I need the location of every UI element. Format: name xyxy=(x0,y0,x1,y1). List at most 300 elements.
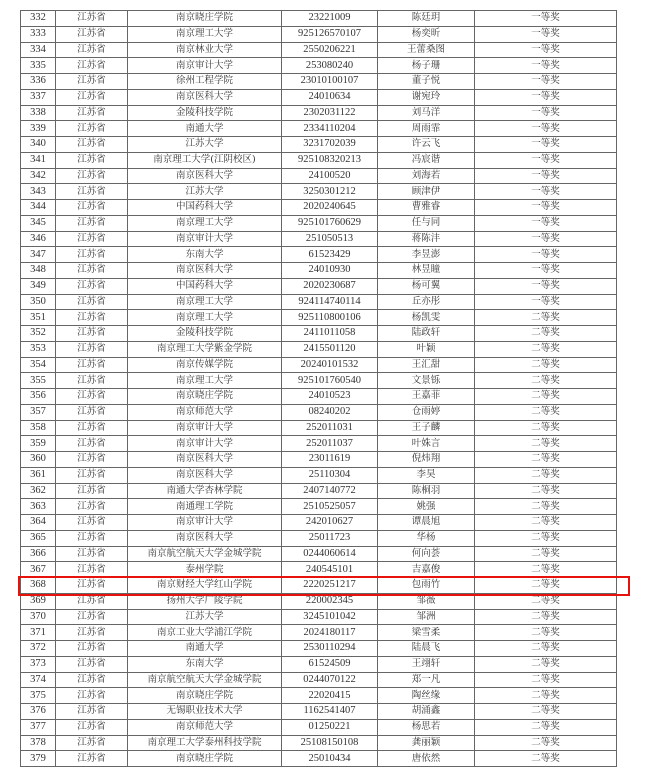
student-id-cell: 23010100107 xyxy=(282,74,378,90)
table-row xyxy=(21,231,617,247)
award-level-cell: 一等奖 xyxy=(475,215,617,231)
table-row xyxy=(21,641,617,657)
province-cell: 江苏省 xyxy=(56,420,128,436)
table-row xyxy=(21,341,617,357)
student-id-cell: 2510525057 xyxy=(282,499,378,515)
student-id-cell: 61523429 xyxy=(282,247,378,263)
school-cell: 南京医科大学 xyxy=(128,467,282,483)
school-cell: 无锡职业技术大学 xyxy=(128,704,282,720)
student-name-cell: 叶颖 xyxy=(378,341,475,357)
row-number-cell: 359 xyxy=(21,436,56,452)
student-id-cell: 925108320213 xyxy=(282,152,378,168)
school-cell: 南通大学 xyxy=(128,121,282,137)
award-level-cell: 二等奖 xyxy=(475,751,617,767)
table-row xyxy=(21,704,617,720)
student-name-cell: 陆政轩 xyxy=(378,326,475,342)
row-number-cell: 345 xyxy=(21,215,56,231)
row-number-cell: 379 xyxy=(21,751,56,767)
province-cell: 江苏省 xyxy=(56,294,128,310)
row-number-cell: 358 xyxy=(21,420,56,436)
school-cell: 扬州大学广陵学院 xyxy=(128,593,282,609)
student-id-cell: 240545101 xyxy=(282,562,378,578)
table-row xyxy=(21,58,617,74)
province-cell: 江苏省 xyxy=(56,89,128,105)
table-row xyxy=(21,609,617,625)
student-name-cell: 陈桐羽 xyxy=(378,483,475,499)
table-row xyxy=(21,515,617,531)
award-level-cell: 二等奖 xyxy=(475,404,617,420)
student-id-cell: 2407140772 xyxy=(282,483,378,499)
student-name-cell: 姚强 xyxy=(378,499,475,515)
award-level-cell: 一等奖 xyxy=(475,26,617,42)
student-name-cell: 杨可翼 xyxy=(378,278,475,294)
province-cell: 江苏省 xyxy=(56,704,128,720)
student-id-cell: 925110800106 xyxy=(282,310,378,326)
student-id-cell: 2550206221 xyxy=(282,42,378,58)
student-name-cell: 叶姝言 xyxy=(378,436,475,452)
student-id-cell: 252011037 xyxy=(282,436,378,452)
student-id-cell: 2020240645 xyxy=(282,200,378,216)
school-cell: 南通大学 xyxy=(128,641,282,657)
award-level-cell: 二等奖 xyxy=(475,641,617,657)
student-id-cell: 25010434 xyxy=(282,751,378,767)
row-number-cell: 357 xyxy=(21,404,56,420)
student-name-cell: 刘海若 xyxy=(378,168,475,184)
student-id-cell: 3231702039 xyxy=(282,137,378,153)
school-cell: 南京医科大学 xyxy=(128,530,282,546)
award-level-cell: 二等奖 xyxy=(475,436,617,452)
province-cell: 江苏省 xyxy=(56,74,128,90)
row-number-cell: 350 xyxy=(21,294,56,310)
school-cell: 南京理工大学(江阴校区) xyxy=(128,152,282,168)
school-cell: 南京医科大学 xyxy=(128,89,282,105)
table-row xyxy=(21,373,617,389)
award-level-cell: 一等奖 xyxy=(475,58,617,74)
province-cell: 江苏省 xyxy=(56,326,128,342)
school-cell: 南京理工大学 xyxy=(128,215,282,231)
row-number-cell: 335 xyxy=(21,58,56,74)
row-number-cell: 362 xyxy=(21,483,56,499)
table-row xyxy=(21,562,617,578)
school-cell: 南京航空航天大学金城学院 xyxy=(128,546,282,562)
table-row xyxy=(21,499,617,515)
award-level-cell: 二等奖 xyxy=(475,625,617,641)
school-cell: 南京医科大学 xyxy=(128,168,282,184)
school-cell: 中国药科大学 xyxy=(128,200,282,216)
award-level-cell: 二等奖 xyxy=(475,341,617,357)
row-number-cell: 338 xyxy=(21,105,56,121)
student-id-cell: 25108150108 xyxy=(282,735,378,751)
province-cell: 江苏省 xyxy=(56,735,128,751)
table-row xyxy=(21,389,617,405)
student-id-cell: 24100520 xyxy=(282,168,378,184)
province-cell: 江苏省 xyxy=(56,656,128,672)
student-id-cell: 2530110294 xyxy=(282,641,378,657)
province-cell: 江苏省 xyxy=(56,578,128,594)
table-row xyxy=(21,278,617,294)
row-number-cell: 371 xyxy=(21,625,56,641)
school-cell: 东南大学 xyxy=(128,656,282,672)
school-cell: 南京师范大学 xyxy=(128,404,282,420)
student-id-cell: 22020415 xyxy=(282,688,378,704)
row-number-cell: 366 xyxy=(21,546,56,562)
province-cell: 江苏省 xyxy=(56,11,128,27)
school-cell: 江苏大学 xyxy=(128,184,282,200)
row-number-cell: 353 xyxy=(21,341,56,357)
school-cell: 南京理工大学 xyxy=(128,26,282,42)
award-level-cell: 一等奖 xyxy=(475,278,617,294)
table-row xyxy=(21,11,617,27)
student-name-cell: 丘亦彤 xyxy=(378,294,475,310)
student-name-cell: 文景铄 xyxy=(378,373,475,389)
row-number-cell: 332 xyxy=(21,11,56,27)
school-cell: 南京理工大学 xyxy=(128,373,282,389)
table-row xyxy=(21,656,617,672)
table-row xyxy=(21,452,617,468)
school-cell: 南京航空航天大学金城学院 xyxy=(128,672,282,688)
row-number-cell: 378 xyxy=(21,735,56,751)
student-name-cell: 梁雪柔 xyxy=(378,625,475,641)
table-row xyxy=(21,294,617,310)
row-number-cell: 346 xyxy=(21,231,56,247)
school-cell: 泰州学院 xyxy=(128,562,282,578)
row-number-cell: 363 xyxy=(21,499,56,515)
row-number-cell: 351 xyxy=(21,310,56,326)
row-number-cell: 336 xyxy=(21,74,56,90)
school-cell: 南京理工大学 xyxy=(128,294,282,310)
school-cell: 南京工业大学浦江学院 xyxy=(128,625,282,641)
table-row xyxy=(21,751,617,767)
student-name-cell: 顾津伊 xyxy=(378,184,475,200)
row-number-cell: 343 xyxy=(21,184,56,200)
student-name-cell: 任与同 xyxy=(378,215,475,231)
student-id-cell: 242010627 xyxy=(282,515,378,531)
row-number-cell: 370 xyxy=(21,609,56,625)
school-cell: 南京理工大学泰州科技学院 xyxy=(128,735,282,751)
school-cell: 南京医科大学 xyxy=(128,263,282,279)
province-cell: 江苏省 xyxy=(56,263,128,279)
student-name-cell: 陶丝缘 xyxy=(378,688,475,704)
award-level-cell: 一等奖 xyxy=(475,247,617,263)
row-number-cell: 341 xyxy=(21,152,56,168)
award-level-cell: 二等奖 xyxy=(475,656,617,672)
table-row xyxy=(21,247,617,263)
table-row xyxy=(21,89,617,105)
award-level-cell: 一等奖 xyxy=(475,11,617,27)
province-cell: 江苏省 xyxy=(56,168,128,184)
student-id-cell: 01250221 xyxy=(282,719,378,735)
award-table xyxy=(20,10,617,767)
award-level-cell: 一等奖 xyxy=(475,231,617,247)
province-cell: 江苏省 xyxy=(56,231,128,247)
table-row xyxy=(21,436,617,452)
award-level-cell: 二等奖 xyxy=(475,326,617,342)
province-cell: 江苏省 xyxy=(56,483,128,499)
student-id-cell: 253080240 xyxy=(282,58,378,74)
award-level-cell: 二等奖 xyxy=(475,310,617,326)
school-cell: 江苏大学 xyxy=(128,137,282,153)
row-number-cell: 367 xyxy=(21,562,56,578)
student-name-cell: 周雨霏 xyxy=(378,121,475,137)
student-name-cell: 仓雨婷 xyxy=(378,404,475,420)
table-row xyxy=(21,735,617,751)
school-cell: 江苏大学 xyxy=(128,609,282,625)
school-cell: 南京财经大学红山学院 xyxy=(128,578,282,594)
award-level-cell: 二等奖 xyxy=(475,719,617,735)
province-cell: 江苏省 xyxy=(56,152,128,168)
award-level-cell: 一等奖 xyxy=(475,152,617,168)
student-name-cell: 邹薇 xyxy=(378,593,475,609)
school-cell: 南京传媒学院 xyxy=(128,357,282,373)
province-cell: 江苏省 xyxy=(56,357,128,373)
province-cell: 江苏省 xyxy=(56,530,128,546)
student-name-cell: 谢宛玲 xyxy=(378,89,475,105)
province-cell: 江苏省 xyxy=(56,389,128,405)
student-id-cell: 24010634 xyxy=(282,89,378,105)
table-row xyxy=(21,404,617,420)
school-cell: 南京审计大学 xyxy=(128,231,282,247)
row-number-cell: 354 xyxy=(21,357,56,373)
province-cell: 江苏省 xyxy=(56,499,128,515)
student-name-cell: 冯宸谐 xyxy=(378,152,475,168)
province-cell: 江苏省 xyxy=(56,247,128,263)
table-row xyxy=(21,357,617,373)
student-name-cell: 李昱澎 xyxy=(378,247,475,263)
row-number-cell: 340 xyxy=(21,137,56,153)
award-level-cell: 一等奖 xyxy=(475,105,617,121)
row-number-cell: 364 xyxy=(21,515,56,531)
student-id-cell: 925126570107 xyxy=(282,26,378,42)
table-row xyxy=(21,420,617,436)
row-number-cell: 342 xyxy=(21,168,56,184)
award-level-cell: 二等奖 xyxy=(475,499,617,515)
province-cell: 江苏省 xyxy=(56,404,128,420)
student-id-cell: 220002345 xyxy=(282,593,378,609)
student-name-cell: 陆晨飞 xyxy=(378,641,475,657)
province-cell: 江苏省 xyxy=(56,719,128,735)
student-id-cell: 3245101042 xyxy=(282,609,378,625)
award-level-cell: 二等奖 xyxy=(475,688,617,704)
province-cell: 江苏省 xyxy=(56,625,128,641)
row-number-cell: 375 xyxy=(21,688,56,704)
province-cell: 江苏省 xyxy=(56,58,128,74)
province-cell: 江苏省 xyxy=(56,546,128,562)
student-name-cell: 杨凯雯 xyxy=(378,310,475,326)
award-level-cell: 二等奖 xyxy=(475,483,617,499)
student-id-cell: 2411011058 xyxy=(282,326,378,342)
award-level-cell: 一等奖 xyxy=(475,168,617,184)
row-number-cell: 352 xyxy=(21,326,56,342)
school-cell: 徐州工程学院 xyxy=(128,74,282,90)
student-name-cell: 郑一凡 xyxy=(378,672,475,688)
student-name-cell: 杨子珊 xyxy=(378,58,475,74)
student-id-cell: 61524509 xyxy=(282,656,378,672)
student-id-cell: 3250301212 xyxy=(282,184,378,200)
row-number-cell: 368 xyxy=(21,578,56,594)
table-row xyxy=(21,263,617,279)
table-row xyxy=(21,215,617,231)
student-id-cell: 25110304 xyxy=(282,467,378,483)
award-level-cell: 一等奖 xyxy=(475,42,617,58)
table-row xyxy=(21,42,617,58)
table-row xyxy=(21,74,617,90)
row-number-cell: 372 xyxy=(21,641,56,657)
row-number-cell: 348 xyxy=(21,263,56,279)
award-level-cell: 二等奖 xyxy=(475,593,617,609)
school-cell: 南京晓庄学院 xyxy=(128,688,282,704)
row-number-cell: 373 xyxy=(21,656,56,672)
province-cell: 江苏省 xyxy=(56,688,128,704)
school-cell: 南京晓庄学院 xyxy=(128,751,282,767)
award-level-cell: 一等奖 xyxy=(475,200,617,216)
province-cell: 江苏省 xyxy=(56,121,128,137)
student-name-cell: 李昊 xyxy=(378,467,475,483)
school-cell: 南京晓庄学院 xyxy=(128,389,282,405)
award-level-cell: 一等奖 xyxy=(475,263,617,279)
award-level-cell: 二等奖 xyxy=(475,735,617,751)
table-row xyxy=(21,152,617,168)
student-id-cell: 252011031 xyxy=(282,420,378,436)
table-row xyxy=(21,688,617,704)
student-name-cell: 吉嘉俊 xyxy=(378,562,475,578)
student-name-cell: 王子麟 xyxy=(378,420,475,436)
school-cell: 南京医科大学 xyxy=(128,452,282,468)
province-cell: 江苏省 xyxy=(56,467,128,483)
award-level-cell: 二等奖 xyxy=(475,562,617,578)
table-row xyxy=(21,168,617,184)
student-id-cell: 2220251217 xyxy=(282,578,378,594)
award-level-cell: 一等奖 xyxy=(475,184,617,200)
school-cell: 南京理工大学 xyxy=(128,310,282,326)
table-row xyxy=(21,26,617,42)
row-number-cell: 360 xyxy=(21,452,56,468)
student-name-cell: 谭晨旭 xyxy=(378,515,475,531)
student-id-cell: 2024180117 xyxy=(282,625,378,641)
school-cell: 南京审计大学 xyxy=(128,420,282,436)
student-name-cell: 林昱瞳 xyxy=(378,263,475,279)
award-level-cell: 一等奖 xyxy=(475,121,617,137)
student-name-cell: 杨奕昕 xyxy=(378,26,475,42)
student-name-cell: 唐依然 xyxy=(378,751,475,767)
table-row xyxy=(21,200,617,216)
award-level-cell: 二等奖 xyxy=(475,357,617,373)
student-id-cell: 2415501120 xyxy=(282,341,378,357)
award-level-cell: 二等奖 xyxy=(475,389,617,405)
award-level-cell: 二等奖 xyxy=(475,420,617,436)
student-name-cell: 董子悦 xyxy=(378,74,475,90)
award-level-cell: 一等奖 xyxy=(475,294,617,310)
row-number-cell: 365 xyxy=(21,530,56,546)
student-id-cell: 25011723 xyxy=(282,530,378,546)
table-row xyxy=(21,467,617,483)
school-cell: 南京林业大学 xyxy=(128,42,282,58)
student-id-cell: 2334110204 xyxy=(282,121,378,137)
student-id-cell: 0244070122 xyxy=(282,672,378,688)
province-cell: 江苏省 xyxy=(56,452,128,468)
student-id-cell: 2302031122 xyxy=(282,105,378,121)
province-cell: 江苏省 xyxy=(56,373,128,389)
student-id-cell: 2020230687 xyxy=(282,278,378,294)
award-level-cell: 二等奖 xyxy=(475,578,617,594)
table-row xyxy=(21,719,617,735)
row-number-cell: 355 xyxy=(21,373,56,389)
award-level-cell: 二等奖 xyxy=(475,530,617,546)
student-name-cell: 邹洲 xyxy=(378,609,475,625)
school-cell: 南通理工学院 xyxy=(128,499,282,515)
province-cell: 江苏省 xyxy=(56,42,128,58)
table-row xyxy=(21,326,617,342)
school-cell: 中国药科大学 xyxy=(128,278,282,294)
row-number-cell: 344 xyxy=(21,200,56,216)
student-name-cell: 倪炜翔 xyxy=(378,452,475,468)
student-name-cell: 王嘉菲 xyxy=(378,389,475,405)
school-cell: 南通大学杏林学院 xyxy=(128,483,282,499)
student-name-cell: 胡涌鑫 xyxy=(378,704,475,720)
award-level-cell: 一等奖 xyxy=(475,137,617,153)
table-row xyxy=(21,672,617,688)
student-name-cell: 包雨竹 xyxy=(378,578,475,594)
award-level-cell: 二等奖 xyxy=(475,452,617,468)
student-name-cell: 许云飞 xyxy=(378,137,475,153)
province-cell: 江苏省 xyxy=(56,641,128,657)
row-number-cell: 374 xyxy=(21,672,56,688)
table-row xyxy=(21,121,617,137)
school-cell: 南京审计大学 xyxy=(128,58,282,74)
province-cell: 江苏省 xyxy=(56,26,128,42)
award-level-cell: 二等奖 xyxy=(475,672,617,688)
school-cell: 南京审计大学 xyxy=(128,436,282,452)
province-cell: 江苏省 xyxy=(56,105,128,121)
student-id-cell: 925101760629 xyxy=(282,215,378,231)
province-cell: 江苏省 xyxy=(56,436,128,452)
table-row xyxy=(21,105,617,121)
student-id-cell: 0244060614 xyxy=(282,546,378,562)
school-cell: 东南大学 xyxy=(128,247,282,263)
row-number-cell: 356 xyxy=(21,389,56,405)
award-level-cell: 二等奖 xyxy=(475,609,617,625)
student-id-cell: 1162541407 xyxy=(282,704,378,720)
row-number-cell: 376 xyxy=(21,704,56,720)
row-number-cell: 337 xyxy=(21,89,56,105)
province-cell: 江苏省 xyxy=(56,609,128,625)
province-cell: 江苏省 xyxy=(56,593,128,609)
province-cell: 江苏省 xyxy=(56,310,128,326)
student-id-cell: 20240101532 xyxy=(282,357,378,373)
province-cell: 江苏省 xyxy=(56,341,128,357)
student-name-cell: 曹雅睿 xyxy=(378,200,475,216)
award-level-cell: 二等奖 xyxy=(475,704,617,720)
province-cell: 江苏省 xyxy=(56,672,128,688)
province-cell: 江苏省 xyxy=(56,215,128,231)
school-cell: 南京理工大学紫金学院 xyxy=(128,341,282,357)
award-level-cell: 二等奖 xyxy=(475,515,617,531)
student-id-cell: 251050513 xyxy=(282,231,378,247)
table-row xyxy=(21,546,617,562)
student-name-cell: 王翊轩 xyxy=(378,656,475,672)
student-id-cell: 08240202 xyxy=(282,404,378,420)
table-row xyxy=(21,184,617,200)
school-cell: 金陵科技学院 xyxy=(128,105,282,121)
row-number-cell: 361 xyxy=(21,467,56,483)
row-number-cell: 347 xyxy=(21,247,56,263)
province-cell: 江苏省 xyxy=(56,751,128,767)
student-name-cell: 何向荟 xyxy=(378,546,475,562)
school-cell: 南京师范大学 xyxy=(128,719,282,735)
student-name-cell: 华杨 xyxy=(378,530,475,546)
row-number-cell: 377 xyxy=(21,719,56,735)
table-row-highlighted xyxy=(21,578,617,594)
student-id-cell: 24010930 xyxy=(282,263,378,279)
